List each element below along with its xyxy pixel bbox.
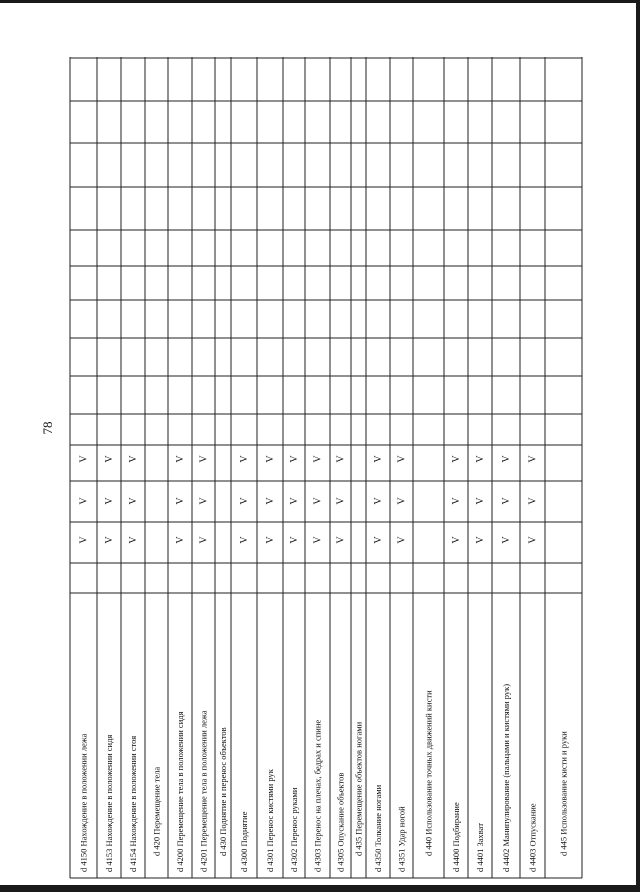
- check-mark: V: [451, 455, 462, 463]
- check-mark: V: [78, 536, 90, 544]
- table-section-heading: d 420 Перемещение тела: [151, 766, 162, 856]
- check-mark: V: [128, 536, 139, 544]
- table-row-label: d 4350 Толкание ногами: [373, 784, 383, 872]
- check-mark: V: [527, 536, 539, 544]
- check-mark: V: [175, 536, 186, 544]
- check-mark: V: [128, 455, 139, 463]
- check-mark: V: [335, 455, 347, 463]
- table-row-label: d 4402 Манипулирование (пальцами и кистями рук): [501, 683, 511, 872]
- check-mark: V: [373, 497, 384, 505]
- check-mark: V: [198, 497, 210, 505]
- check-mark: V: [475, 497, 486, 505]
- check-mark: V: [265, 536, 276, 544]
- check-mark: V: [104, 497, 115, 505]
- check-mark: V: [373, 536, 384, 544]
- check-mark: V: [128, 497, 139, 505]
- check-mark: V: [198, 455, 210, 463]
- table-section-heading: d 430 Поднятие и перенос объектов: [218, 727, 228, 856]
- table-row-label: d 4200 Перемещение тела в положении сидя: [175, 711, 185, 872]
- check-mark: V: [289, 497, 300, 505]
- check-mark: V: [451, 536, 462, 544]
- check-mark: V: [501, 497, 512, 505]
- table-row-label: d 4300 Поднятие: [239, 811, 249, 872]
- table-row-label: d 4154 Нахождение в положении стоя: [128, 735, 138, 872]
- table-section-heading: d 440 Использование точных движений кисти: [423, 690, 434, 856]
- table-row-label: d 4403 Отпускание: [527, 803, 538, 872]
- check-mark: V: [396, 497, 408, 505]
- check-mark: V: [239, 536, 250, 544]
- check-mark: V: [527, 497, 539, 505]
- table-row-label: d 4301 Перенос кистями рук: [265, 769, 275, 872]
- check-mark: V: [312, 497, 324, 505]
- check-mark: V: [104, 536, 115, 544]
- check-mark: V: [451, 497, 462, 505]
- check-mark: V: [396, 455, 408, 463]
- table-row-label: d 4303 Перенос на плечах, бедрах и спине: [312, 719, 323, 872]
- check-mark: V: [312, 455, 324, 463]
- check-mark: V: [239, 455, 250, 463]
- check-mark: V: [335, 497, 347, 505]
- check-mark: V: [396, 536, 408, 544]
- check-mark: V: [335, 536, 347, 544]
- page-number: 78: [40, 421, 55, 435]
- check-mark: V: [312, 536, 324, 544]
- check-mark: V: [78, 497, 90, 505]
- table-row-label: d 4153 Нахождение в положении сидя: [104, 734, 114, 872]
- check-mark: V: [265, 455, 276, 463]
- table-row-label: d 4201 Перемещение тела в положении лежа: [198, 710, 209, 872]
- table-row-label: d 4302 Перенос руками: [289, 787, 299, 872]
- check-mark: V: [104, 455, 115, 463]
- check-mark: V: [289, 455, 300, 463]
- check-mark: V: [373, 455, 384, 463]
- table-section-heading: d 435 Перемещение объектов ногами: [353, 721, 364, 856]
- check-mark: V: [265, 497, 276, 505]
- check-mark: V: [475, 455, 486, 463]
- check-mark: V: [239, 497, 250, 505]
- check-mark: V: [198, 536, 210, 544]
- check-mark: V: [501, 536, 512, 544]
- check-mark: V: [78, 455, 90, 463]
- table-row-label: d 4400 Подбирание: [451, 802, 461, 872]
- table-row-label: d 4351 Удар ногой: [396, 806, 407, 872]
- table-row-label: d 4401 Захват: [475, 823, 485, 872]
- check-mark: V: [501, 455, 512, 463]
- check-mark: V: [475, 536, 486, 544]
- check-mark: V: [527, 455, 539, 463]
- table-row-label: d 4150 Нахождение в положении лежа: [78, 733, 89, 872]
- check-mark: V: [289, 536, 300, 544]
- check-mark: V: [175, 455, 186, 463]
- table-section-heading: d 445 Использование кисти и руки: [558, 731, 569, 856]
- check-mark: V: [175, 497, 186, 505]
- table-row-label: d 4305 Опускание объектов: [335, 772, 346, 872]
